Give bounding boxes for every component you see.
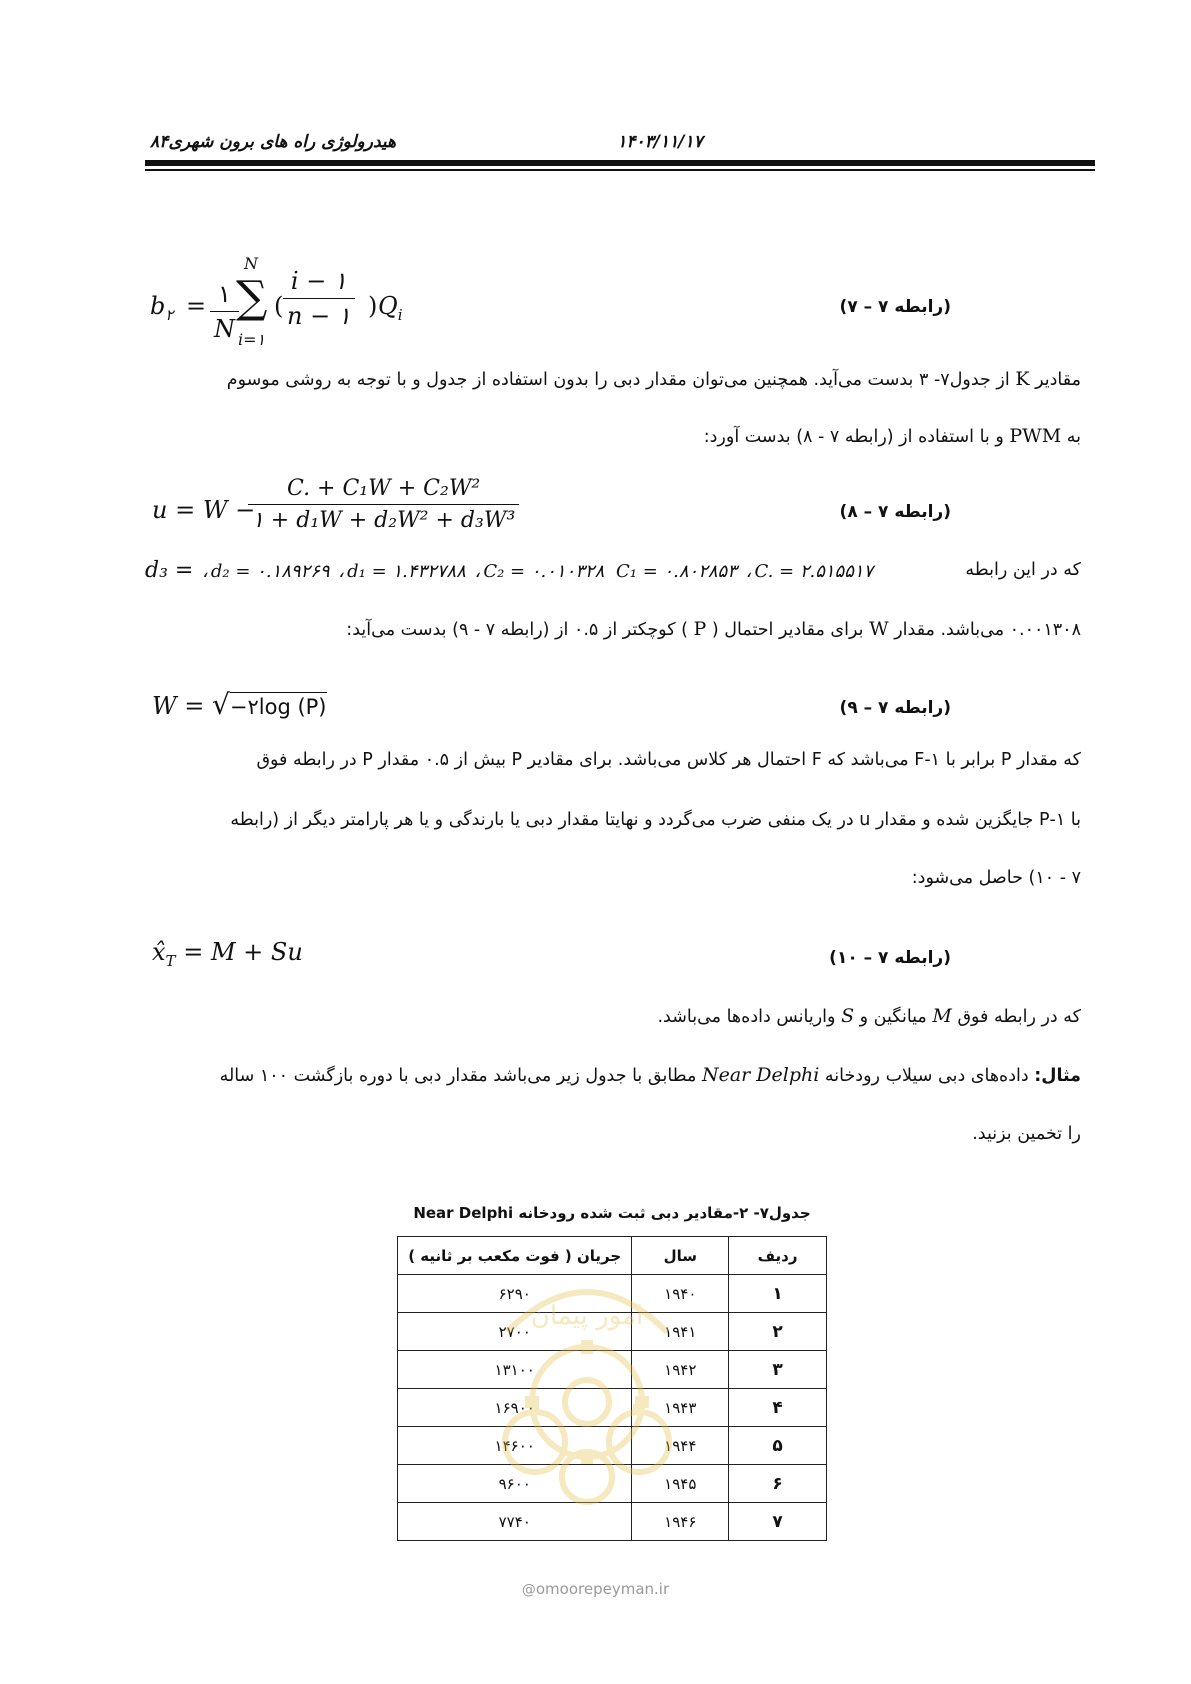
table-header-row [398,1237,827,1275]
equation-7-10 [152,938,303,970]
eq9-radical: √ [212,688,230,721]
table-caption: جدول۷- ۲-مقادیر دبی ثبت شده رودخانه Near Delphi [413,1204,811,1222]
equation-label-7-9: (رابطه ۷ – ۹) [839,698,951,718]
table-cell: ۹۶۰۰ [398,1465,632,1503]
table-cell: ۱۳۱۰۰ [398,1351,632,1389]
table-cell: ۴ [729,1389,827,1427]
column-header: ردیف [729,1237,827,1275]
paragraph-line: به PWM و با استفاده از (رابطه ۷ - ۸) بدست آورد: [703,425,1081,447]
table-cell: ۱۹۴۰ [632,1275,729,1313]
eq7-lhs-sub: ۲ [165,305,174,324]
coefficients-text: که در این رابطه [965,560,1081,580]
watermark-site: @omoorepeyman.ir [521,1580,670,1598]
eq7-sum-bottom: i=۱ [238,330,266,349]
column-header: جریان ( فوت مکعب بر ثانیه ) [398,1237,632,1275]
coef-c0: C. = ۲.۵۱۵۵۱۷ [754,561,874,582]
table-row [398,1275,827,1313]
example-line: مثال: داده‌های دبی سیلاب رودخانه Near Delphi مطابق با جدول زیر می‌باشد مقدار دبی با دوره بازگشت ۱۰۰ ساله [219,1064,1081,1086]
header-date: ۱۴۰۳/۱۱/۱۷ [617,132,703,152]
coef-d3: d₃ = [145,558,194,583]
eq7-coef-num: ۱ [210,280,239,312]
eq7-fraction-num: i − ۱ [283,267,355,299]
table-cell: ۱۹۴۱ [632,1313,729,1351]
table-row [398,1427,827,1465]
at-icon: @ [521,1582,536,1598]
table-cell: ۲۷۰۰ [398,1313,632,1351]
coef-c2: C₂ = ۰.۰۱۰۳۲۸ [483,561,605,582]
table-row [398,1389,827,1427]
coefficients-values: d₃ = ، d₂ = ۰.۱۸۹۲۶۹ ، d₁ = ۱.۴۳۲۷۸۸ ، C₂ = ۰.۰۱۰۳۲۸ C₁ = ۰.۸۰۲۸۵۳ ، C. = ۲.۵۱۵۵۱۷ [145,558,874,583]
eq10-lhs: x̂ [152,938,166,966]
table-cell: ۱ [729,1275,827,1313]
table-cell: ۶۲۹۰ [398,1275,632,1313]
table-row [398,1503,827,1541]
example-line: را تخمین بزنید. [972,1124,1081,1144]
equation-7-9 [152,688,327,721]
eq7-sum-sign: ∑ [236,272,268,323]
example-label: مثال: [1034,1066,1081,1086]
eq7-lhs: $b_۲$ [150,292,174,324]
eq7-fraction [283,267,355,330]
eq8-lhs: u = W − [152,496,256,524]
eq7-tail: $Q_i$ [378,292,403,324]
eq8-fraction-den: ۱ + d₁W + d₂W² + d₃W³ [252,508,516,533]
paragraph-line: مقادیر K از جدول۷- ۳ بدست می‌آید. همچنین می‌توان مقدار دبی را بدون استفاده از جدول و با توجه به روشی موسوم [226,368,1081,390]
table-row [398,1351,827,1389]
table-cell: ۶ [729,1465,827,1503]
header-rule-thin [145,169,1095,171]
eq8-fraction-num: C. + C₁W + C₂W² [248,476,519,505]
paragraph-line: ۷ - ۱۰) حاصل می‌شود: [911,868,1081,888]
eq7-fraction-den: n − ۱ [287,302,351,330]
table-cell: ۱۹۴۵ [632,1465,729,1503]
eq7-tail-sub: i [397,305,403,324]
eq7-equals: = [186,292,207,320]
column-header: سال [632,1237,729,1275]
table-cell: ۲ [729,1313,827,1351]
table-cell: ۱۹۴۲ [632,1351,729,1389]
table-cell: ۱۹۴۴ [632,1427,729,1465]
equation-label-7-10: (رابطه ۷ – ۱۰) [829,948,951,968]
watermark-logo-text: امور پیمان [530,1301,644,1331]
eq7-coef-fraction [210,280,239,343]
coef-c1: C₁ = ۰.۸۰۲۸۵۳ [615,561,737,582]
equation-label-7-7: (رابطه ۷ – ۷) [839,297,951,317]
eq7-coef-den: N [214,315,235,343]
header-title: هیدرولوژی راه های برون شهری [168,132,396,152]
table-row [398,1465,827,1503]
table-cell: ۷۷۴۰ [398,1503,632,1541]
table-cell: ۱۹۴۶ [632,1503,729,1541]
paragraph-line: با ۱-P جایگزین شده و مقدار u در یک منفی ضرب می‌گردد و نهایتا مقدار دبی یا بارندگی و یا هر پارامتر دیگر از (رابطه [230,810,1081,830]
page-number: ۸۴ [150,132,169,152]
eq7-close-paren: ) [368,292,378,320]
table-cell: ۳ [729,1351,827,1389]
eq10-lhs-sub: T [165,951,176,970]
eq10-rhs: = M + Su [183,938,303,966]
coef-d1: d₁ = ۱.۴۳۲۷۸۸ [347,561,466,582]
equation-label-7-8: (رابطه ۷ – ۸) [839,502,951,522]
eq7-sum-top: N [244,254,258,273]
discharge-table [397,1236,827,1541]
eq7-open-paren: ( [274,292,284,320]
table-cell: ۷ [729,1503,827,1541]
eq9-radicand: −۲log (P) [230,692,327,719]
eq8-fraction [248,476,519,533]
table-cell: ۱۴۶۰۰ [398,1427,632,1465]
coef-d2: d₂ = ۰.۱۸۹۲۶۹ [210,561,330,582]
header-rule-thick [145,160,1095,166]
eq9-lhs: W = [152,692,205,720]
paragraph-line: ۰.۰۰۱۳۰۸ می‌باشد. مقدار W برای مقادیر احتمال ( P ) کوچکتر از ۰.۵ از (رابطه ۷ - ۹) بدست می‌آید: [346,618,1081,640]
table-row [398,1313,827,1351]
table-cell: ۱۶۹۰۰ [398,1389,632,1427]
paragraph-line: که مقدار P برابر با ۱-F می‌باشد که F احتمال هر کلاس می‌باشد. برای مقادیر P بیش از ۰.۵ مقدار P در رابطه فوق [256,750,1081,770]
table-cell: ۱۹۴۳ [632,1389,729,1427]
paragraph-line: که در رابطه فوق M میانگین و S واریانس داده‌ها می‌باشد. [657,1005,1081,1027]
table-cell: ۵ [729,1427,827,1465]
